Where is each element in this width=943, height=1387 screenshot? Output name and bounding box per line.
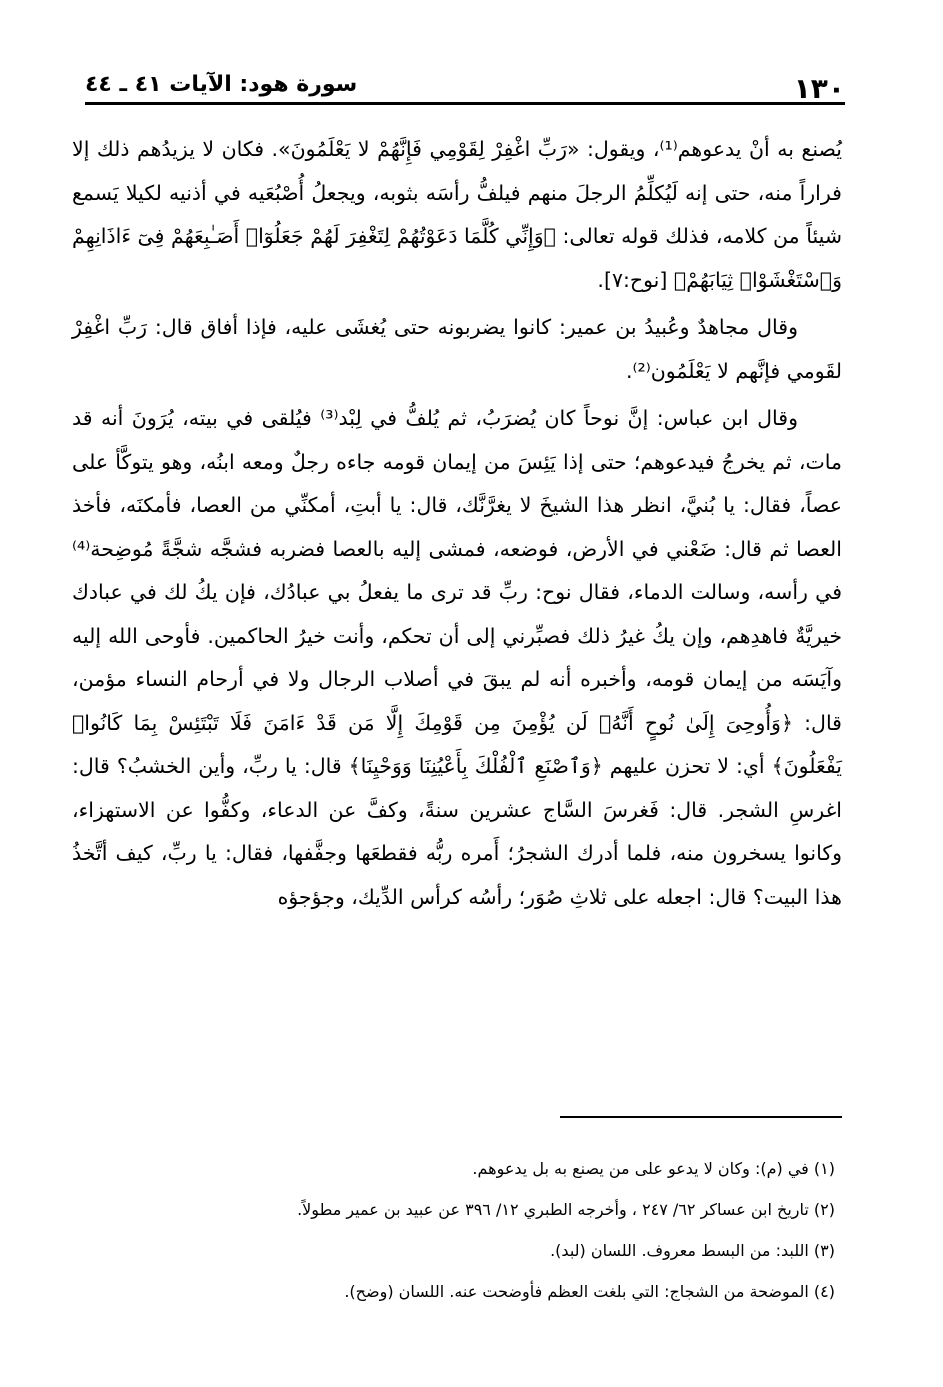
footnote: (٣) اللبد: من البسط معروف. اللسان (لبد). [550,1241,835,1260]
footnote-rule [560,1116,842,1118]
page-header [85,68,845,105]
footnote: (٢) تاريخ ابن عساكر ٦٢/ ٢٤٧ ، وأخرجه الطبري ١٢/ ٣٩٦ عن عبيد بن عمير مطولاً. [297,1200,835,1219]
paragraph: يُصنع به أنْ يدعوهم⁽¹⁾، ويقول: «رَبِّ اغْفِرْ لِقَوْمِي فَإِنَّهُمْ لا يَعْلَمُونَ». فكان لا يزيدُهم ذلك إلا فراراً منه، حتى إنه لَيُكلِّمُ الرجلَ منهم فيلفُّ رأسَه بثوبه، ويجعلُ أُصْبُعَيه في أذنيه لكيلا يَسمع شيئاً من كلامه، فذلك قوله تعالى: ﴿وَإِنِّي كُلَّمَا دَعَوْتُهُمْ لِتَغْفِرَ لَهُمْ جَعَلُوٓا۟ أَصَـٰبِعَهُمْ فِىٓ ءَاذَانِهِمْ وَٱسْتَغْشَوْا۟ ثِيَابَهُمْ﴾ [نوح:٧]. [72,137,842,292]
main-text [72,128,842,923]
header-rule [85,102,845,105]
running-title: سورة هود: الآيات ٤١ ـ ٤٤ [85,72,358,97]
footnote: (٤) الموضحة من الشجاج: التي بلغت العظم فأوضحت عنه. اللسان (وضح). [344,1282,835,1301]
footnotes [150,1148,835,1312]
paragraph: وقال مجاهدٌ وعُبيدُ بن عمير: كانوا يضربونه حتى يُغشَى عليه، فإذا أفاق قال: رَبِّ اغْفِرْ لقَومي فإنَّهم لا يَعْلَمُون⁽²⁾. [72,315,842,383]
page-number: ١٣٠ [793,72,845,105]
footnote: (١) في (م): وكان لا يدعو على من يصنع به بل يدعوهم. [472,1159,835,1178]
paragraph: وقال ابن عباس: إنَّ نوحاً كان يُضرَبُ، ثم يُلفُّ في لِبْد⁽³⁾ فيُلقى في بيته، يُرَونَ أنه قد مات، ثم يخرجُ فيدعوهم؛ حتى إذا يَئِسَ من إيمان قومه جاءه رجلٌ ومعه ابنُه، وهو يتوكَّأ على عصاً، فقال: يا بُنيَّ، انظر هذا الشيخَ لا يغرَّنَّك، قال: يا أبتِ، أمكنِّي من العصا، فأمكنَه، فأخذ العصا ثم قال: ضَعْني في الأرض، فوضعه، فمشى إليه بالعصا فضربه فشجَّه شجَّةً مُوضِحة⁽⁴⁾ في رأسه، وسالت الدماء، فقال نوح: ربِّ قد ترى ما يفعلُ بي عبادُك، فإن يكُ لك في عبادك خيريَّةٌ فاهدِهم، وإن يكُ غيرُ ذلك فصبِّرني إلى أن تحكم، وأنت خيرُ الحاكمين. فأوحى الله إليه وآيَسَه من إيمان قومه، وأخبره أنه لم يبقَ في أصلاب الرجال ولا في أرحام النساء مؤمن، قال: ﴿وَأُوحِىَ إِلَىٰ نُوحٍ أَنَّهُۥ لَن يُؤْمِنَ مِن قَوْمِكَ إِلَّا مَن قَدْ ءَامَنَ فَلَا تَبْتَئِسْ بِمَا كَانُوا۟ يَفْعَلُونَ﴾ أي: لا تحزن عليهم ﴿وَٱصْنَعِ ٱلْفُلْكَ بِأَعْيُنِنَا وَوَحْيِنَا﴾ قال: يا ربِّ، وأين الخشبُ؟ قال: اغرسِ الشجر. قال: فَغرسَ السَّاج عشرين سنةً، وكفَّ عن الدعاء، وكفُّوا عن الاستهزاء، وكانوا يسخرون منه، فلما أدرك الشجرُ؛ أَمره ربُّه فقطعَها وجفَّفها، فقال: يا ربِّ، كيف أتَّخذُ هذا البيت؟ قال: اجعله على ثلاثِ صُوَر؛ رأسُه كرأس الدِّيك، وجؤجؤه [72,406,842,909]
